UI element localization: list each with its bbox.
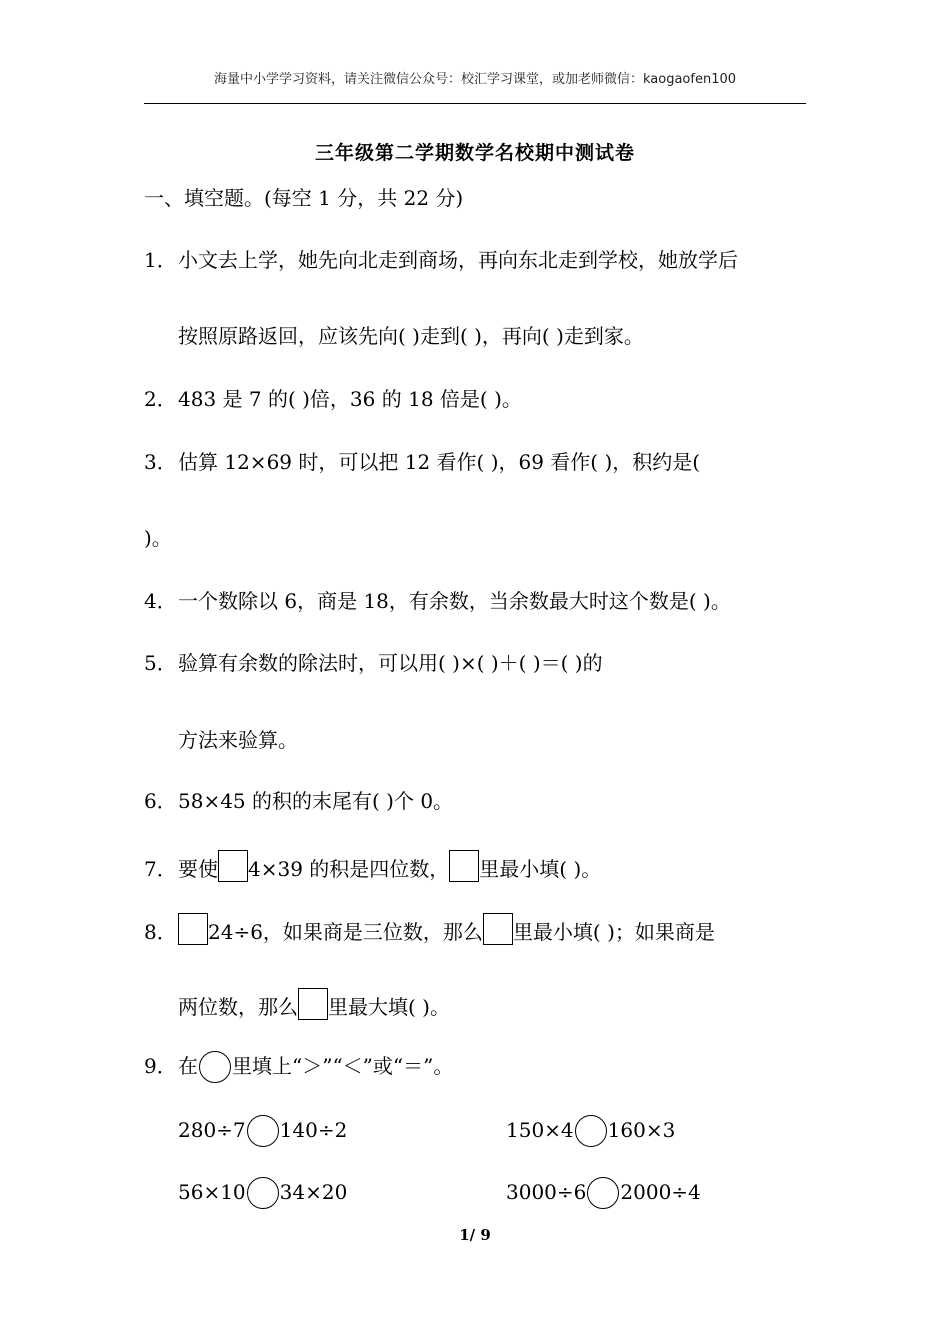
blank-circle bbox=[575, 1115, 607, 1147]
question-text-mid: 4×39 的积是四位数， bbox=[248, 857, 450, 881]
question-number: 4． bbox=[144, 589, 177, 613]
question-number: 8． bbox=[144, 920, 177, 944]
header-note: 海量中小学学习资料，请关注微信公众号：校汇学习课堂，或加老师微信：kaogaofen100 bbox=[213, 72, 737, 87]
question-number: 3． bbox=[144, 450, 177, 474]
question-9 bbox=[144, 1051, 453, 1083]
question-text-pre: 在 bbox=[178, 1054, 198, 1078]
blank-circle bbox=[247, 1115, 279, 1147]
blank-circle bbox=[199, 1051, 231, 1083]
question-number: 6． bbox=[144, 789, 177, 813]
blank-box bbox=[178, 913, 208, 945]
section-heading: 一、填空题。(每空 1 分，共 22 分) bbox=[144, 186, 464, 210]
comparison-right: 160×3 bbox=[607, 1118, 676, 1142]
page-title: 三年级第二学期数学名校期中测试卷 bbox=[314, 142, 635, 164]
question-4 bbox=[144, 587, 731, 615]
question-5 bbox=[144, 649, 603, 677]
blank-box bbox=[298, 988, 328, 1020]
question-3 bbox=[144, 448, 700, 476]
question-1-continued: 按照原路返回，应该先向( )走到( )，再向( )走到家。 bbox=[178, 324, 644, 348]
comparison-left: 3000÷6 bbox=[506, 1180, 587, 1204]
comparison-right: 140÷2 bbox=[279, 1118, 348, 1142]
question-8 bbox=[144, 913, 715, 946]
question-text-a: 24÷6，如果商是三位数，那么 bbox=[208, 920, 483, 944]
comparison-left: 280÷7 bbox=[178, 1118, 246, 1142]
question-text: 验算有余数的除法时，可以用( )×( )＋( )＝( )的 bbox=[178, 651, 603, 675]
comparison-item bbox=[506, 1115, 675, 1147]
question-text-c: 两位数，那么 bbox=[178, 995, 298, 1019]
question-5-continued: 方法来验算。 bbox=[178, 728, 298, 752]
comparison-left: 150×4 bbox=[506, 1118, 574, 1142]
question-text: 58×45 的积的末尾有( )个 0。 bbox=[178, 789, 454, 813]
page-number: 1/ 9 bbox=[459, 1226, 491, 1244]
question-text: 483 是 7 的( )倍，36 的 18 倍是( )。 bbox=[178, 387, 522, 411]
question-text-pre: 要使 bbox=[178, 857, 218, 881]
question-number: 7． bbox=[144, 857, 177, 881]
question-text: 估算 12×69 时，可以把 12 看作( )，69 看作( )，积约是( bbox=[178, 450, 701, 474]
question-6 bbox=[144, 787, 453, 815]
question-text-post: 里最小填( )。 bbox=[479, 857, 602, 881]
header-divider bbox=[144, 103, 806, 104]
question-number: 1． bbox=[144, 248, 177, 272]
blank-circle bbox=[587, 1177, 619, 1209]
comparison-left: 56×10 bbox=[178, 1180, 246, 1204]
question-number: 5． bbox=[144, 651, 177, 675]
question-text-post: 里填上“＞”“＜”或“＝”。 bbox=[232, 1054, 454, 1078]
question-number: 9． bbox=[144, 1054, 177, 1078]
question-2 bbox=[144, 385, 522, 413]
blank-box bbox=[218, 850, 248, 882]
question-3-continued: )。 bbox=[144, 526, 172, 550]
question-number: 2． bbox=[144, 387, 177, 411]
comparison-right: 34×20 bbox=[279, 1180, 348, 1204]
comparison-right: 2000÷4 bbox=[620, 1180, 701, 1204]
question-1 bbox=[144, 246, 738, 274]
blank-box bbox=[483, 913, 513, 945]
question-8-continued bbox=[178, 988, 450, 1021]
blank-box bbox=[449, 850, 479, 882]
question-text: 小文去上学，她先向北走到商场，再向东北走到学校，她放学后 bbox=[178, 248, 738, 272]
comparison-item bbox=[178, 1115, 347, 1147]
comparison-item bbox=[506, 1177, 701, 1209]
comparison-item bbox=[178, 1177, 347, 1209]
question-text-d: 里最大填( )。 bbox=[328, 995, 450, 1019]
blank-circle bbox=[247, 1177, 279, 1209]
question-text-b: 里最小填( )；如果商是 bbox=[512, 920, 715, 944]
question-text: 一个数除以 6，商是 18，有余数，当余数最大时这个数是( )。 bbox=[178, 589, 731, 613]
question-7 bbox=[144, 850, 601, 883]
